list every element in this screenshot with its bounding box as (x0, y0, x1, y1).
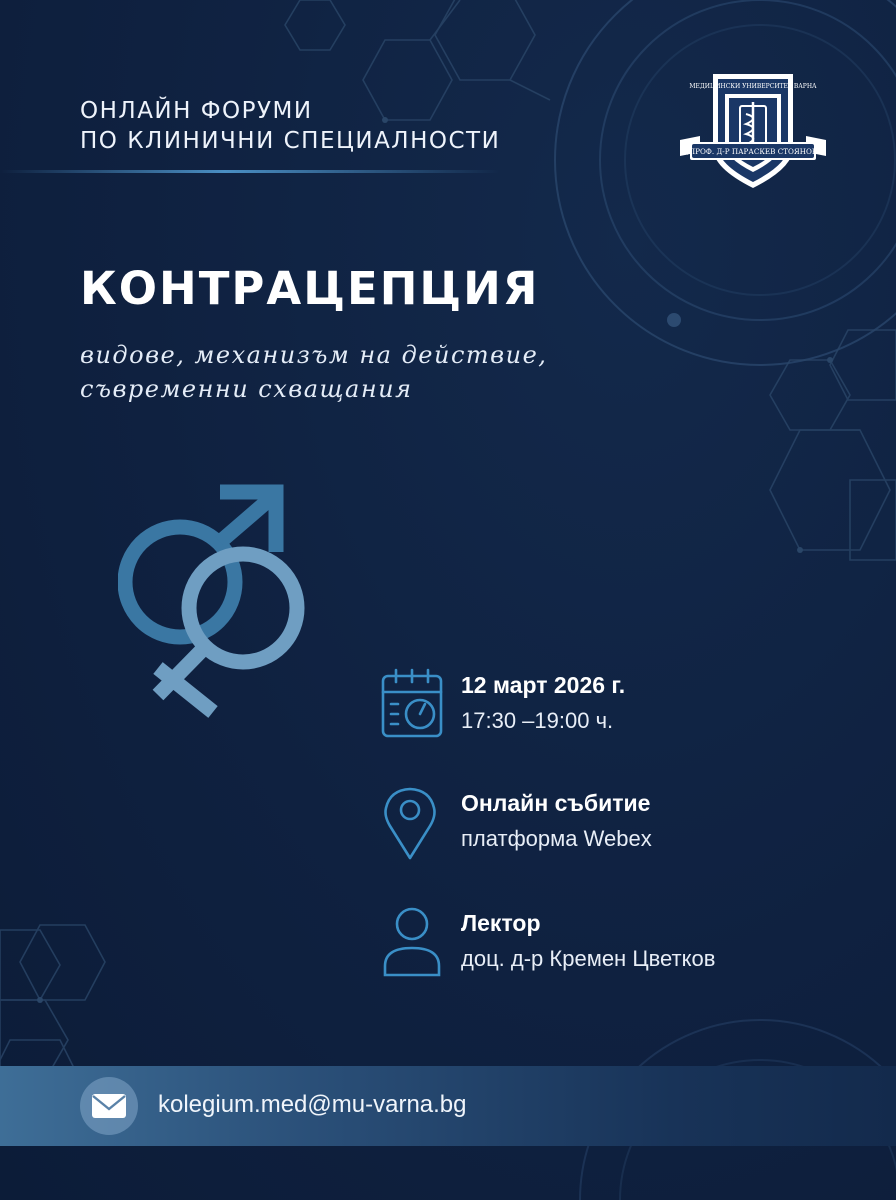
lecturer-row (380, 906, 860, 986)
lecturer-name: доц. д-р Кремен Цветков (461, 946, 716, 971)
location-pin-icon (380, 786, 444, 860)
event-location-row (380, 786, 860, 866)
event-date: 12 март 2026 г. (461, 672, 626, 698)
university-crest-logo (680, 68, 826, 194)
logo-top-text: МЕДИЦИНСКИ УНИВЕРСИТЕТ ВАРНА (689, 83, 817, 90)
email-icon-badge (80, 1077, 138, 1135)
contact-email-link[interactable]: kolegium.med@mu-varna.bg (158, 1091, 467, 1118)
gender-symbols-icon (118, 480, 318, 730)
header-divider (0, 170, 500, 173)
event-date-row (380, 668, 860, 748)
subtitle-line2: съвременни схващания (80, 375, 413, 403)
main-title: КОНТРАЦЕПЦИЯ (80, 262, 540, 315)
forum-title-line2: ПО КЛИНИЧНИ СПЕЦИАЛНОСТИ (80, 128, 501, 154)
location-title: Онлайн събитие (461, 790, 651, 816)
event-time: 17:30 –19:00 ч. (461, 708, 614, 733)
subtitle (80, 338, 547, 406)
envelope-icon (91, 1092, 127, 1120)
person-icon (380, 906, 444, 980)
logo-ribbon-text: „ПРОФ. Д-Р ПАРАСКЕВ СТОЯНОВ“ (685, 147, 821, 156)
forum-title-line1: ОНЛАЙН ФОРУМИ (80, 98, 313, 124)
subtitle-line1: видове, механизъм на действие, (80, 341, 548, 369)
lecturer-title: Лектор (461, 910, 541, 936)
forum-series-title (80, 96, 500, 156)
location-detail: платформа Webex (461, 826, 652, 851)
calendar-clock-icon (380, 668, 444, 742)
